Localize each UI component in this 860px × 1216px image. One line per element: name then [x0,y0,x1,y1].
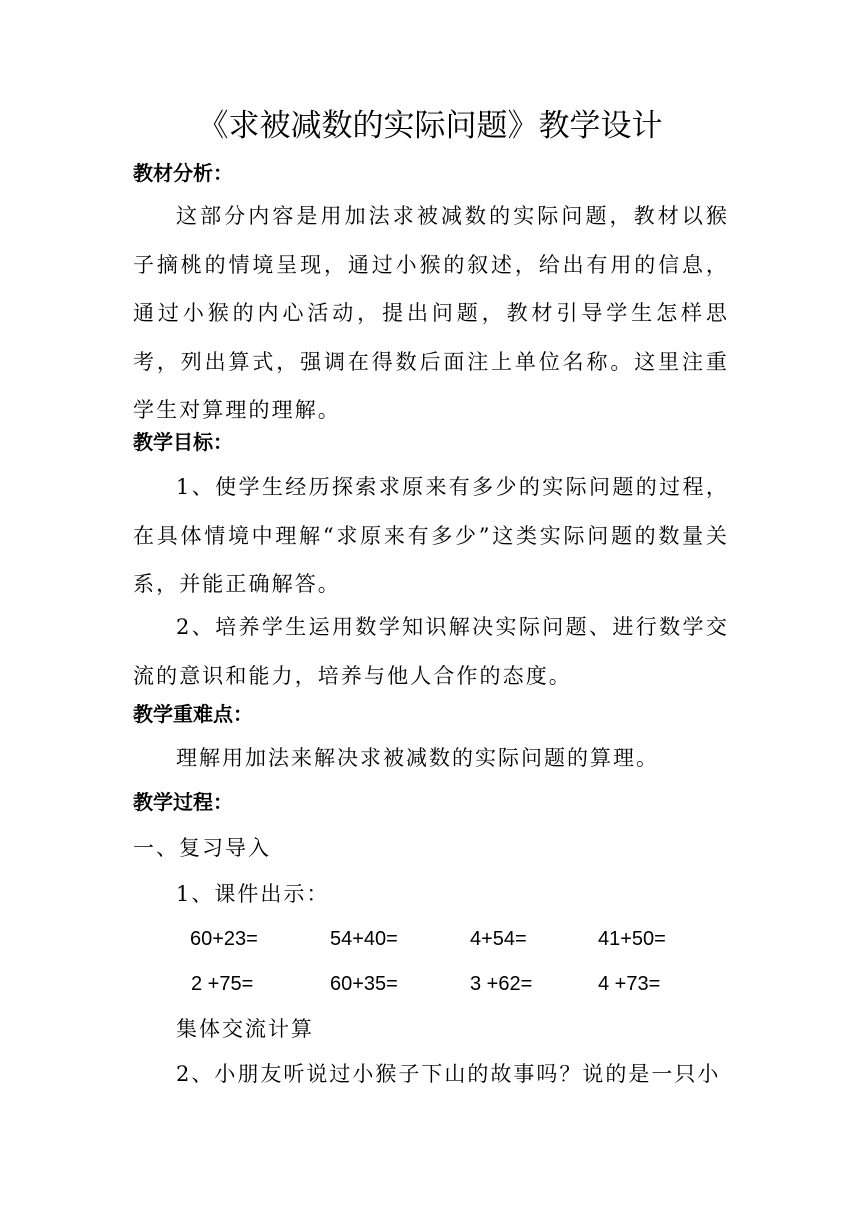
document-title: 《求被减数的实际问题》教学设计 [197,108,663,144]
calc-r2-c3: 3 +62= [470,973,533,995]
material-analysis-text: 这部分内容是用加法求被减数的实际问题，教材以猴子摘桃的情境呈现，通过小猴的叙述，给出有用的信息，通过小猴的内心活动，提出问题，教材引导学生怎样思考，列出算式，强调在得数后面注上单位名称。这里注重学生对算理的理解。 [133,204,729,423]
process-part-1: 一、复习导入 [133,836,271,860]
calc-r1-c3: 4+54= [470,928,527,950]
key-points-heading: 教学重难点： [133,702,253,726]
process-step-1: 1、课件出示： [176,882,330,906]
calc-r1-c1: 60+23= [190,928,258,950]
objective-item-2: 2、培养学生运用数学知识解决实际问题、进行数学交流的意识和能力，培养与他人合作的态度。 [133,615,729,688]
calc-r1-c4: 41+50= [598,928,666,950]
material-analysis-heading: 教材分析： [133,161,233,185]
objective-item-1: 1、使学生经历探索求原来有多少的实际问题的过程，在具体情境中理解“求原来有多少”这类实际问题的数量关系，并能正确解答。 [133,475,729,597]
process-step-2: 2、小朋友听说过小猴子下山的故事吗？说的是一只小 [176,1062,721,1086]
key-points-text: 理解用加法来解决求被减数的实际问题的算理。 [176,746,659,770]
process-heading: 教学过程： [133,790,233,814]
calc-r2-c1: 2 +75= [191,973,254,995]
process-note: 集体交流计算 [176,1017,314,1041]
calc-r1-c2: 54+40= [330,928,398,950]
calc-r2-c4: 4 +73= [598,973,661,995]
calc-r2-c2: 60+35= [330,973,398,995]
objectives-heading: 教学目标： [133,430,233,454]
